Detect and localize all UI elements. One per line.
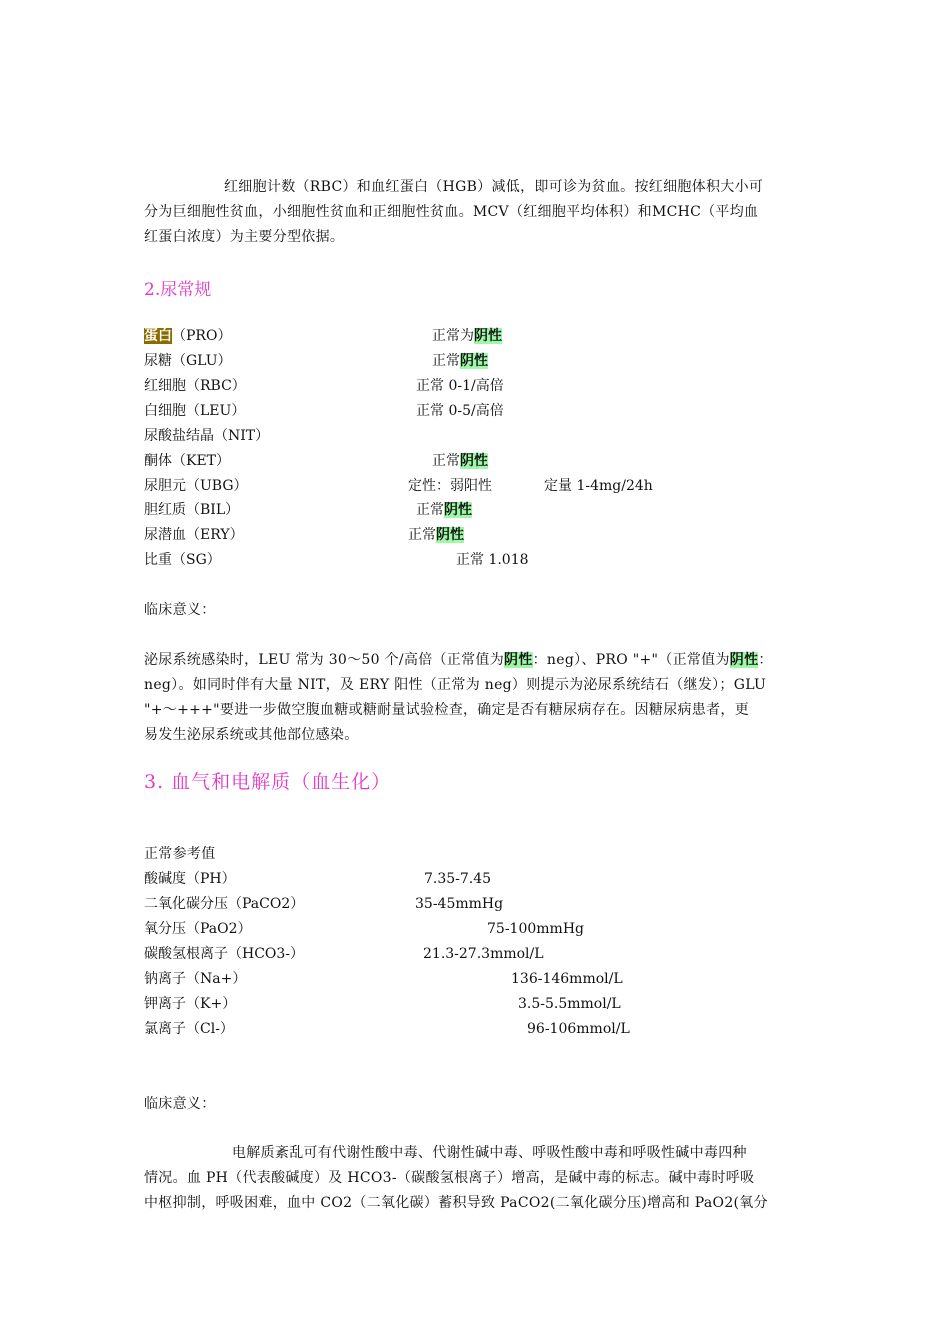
section-3-title: 3. 血气和电解质（血生化） [144,771,392,793]
intro-line-1: 红细胞计数（RBC）和血红蛋白（HGB）减低，即可诊为贫血。按红细胞体积大小可 [224,179,764,195]
blood-row-pao2 [144,917,584,942]
row-value: 96-106mmol/L [527,1021,630,1037]
clinical-label-blood: 临床意义： [144,1096,216,1112]
negative-highlight: 阴性 [444,502,472,518]
blood-clinical-line-1: 电解质紊乱可有代谢性酸中毒、代谢性碱中毒、呼吸性酸中毒和呼吸性碱中毒四种 [232,1145,747,1161]
urine-clinical-line-1: 泌尿系统感染时，LEU 常为 30～50 个/高倍（正常值为阴性：neg）、PRO "+"（正常值为阴性： [144,652,773,668]
urine-row-bil [144,498,472,523]
row-value: 正常 0-5/高倍 [416,403,504,419]
intro-line-2: 分为巨细胞性贫血，小细胞性贫血和正细胞性贫血。MCV（红细胞平均体积）和MCHC（平均血 [144,204,759,220]
negative-highlight: 阴性 [460,353,488,369]
row-value: 正常阴性 [408,527,464,543]
row-label: 红细胞（RBC） [144,378,246,394]
row-label: 二氧化碳分压（PaCO2） [144,896,305,912]
blood-clinical-line-2: 情况。血 PH（代表酸碱度）及 HCO3-（碳酸氢根离子）增高，是碱中毒的标志。碱中毒时呼吸 [144,1170,755,1186]
row-label: 比重（SG） [144,552,221,568]
urine-row-glu [144,349,488,374]
blood-row-cl [144,1017,630,1042]
row-label: 氯离子（Cl-） [144,1021,234,1037]
row-label: 尿胆元（UBG） [144,478,248,494]
row-value: 136-146mmol/L [511,971,623,987]
urine-row-sg [144,548,529,573]
row-label: 酮体（KET） [144,453,231,469]
protein-highlight: 蛋白 [144,328,172,344]
row-value: 正常 0-1/高倍 [416,378,504,394]
clinical-label-urine: 临床意义： [144,602,216,618]
reference-values-label: 正常参考值 [144,846,216,862]
row-label: 氧分压（PaO2） [144,921,252,937]
row-label: 酸碱度（PH） [144,871,236,887]
urine-row-ket [144,449,488,474]
urine-row-ubg [144,474,653,499]
negative-highlight: 阴性 [729,652,759,668]
blood-row-ph [144,867,492,892]
row-label: 胆红质（BIL） [144,502,240,518]
blood-row-na [144,967,623,992]
urine-row-nit [144,424,269,449]
row-label: 尿糖（GLU） [144,353,232,369]
row-value: 正常为阴性 [432,328,502,344]
negative-highlight: 阴性 [504,652,533,668]
row-value: 正常阴性 [432,353,488,369]
urine-row-ery [144,523,464,548]
urine-row-leu [144,399,504,424]
row-label: 钠离子（Na+） [144,971,247,987]
row-value: 7.35-7.45 [424,871,492,887]
row-value: 正常 1.018 [456,552,529,568]
blood-row-paco2 [144,892,504,917]
row-value: 75-100mmHg [487,921,584,937]
blood-clinical-line-3: 中枢抑制，呼吸困难，血中 CO2（二氧化碳）蓄积导致 PaCO2(二氧化碳分压)增高和 PaO2(氧分 [144,1195,768,1211]
urine-row-rbc [144,374,504,399]
row-label: 钾离子（K+） [144,996,237,1012]
section-2-title: 2.尿常规 [144,280,212,300]
row-value: 3.5-5.5mmol/L [518,996,621,1012]
urine-clinical-line-2: neg）。如同时伴有大量 NIT，及 ERY 阳性（正常为 neg）则提示为泌尿系统结石（继发）；GLU [144,677,767,693]
intro-line-3: 红蛋白浓度）为主要分型依据。 [144,229,345,245]
row-value: 35-45mmHg [415,896,504,912]
blood-row-k [144,992,621,1017]
urine-row-pro [144,324,502,349]
negative-highlight: 阴性 [436,527,464,543]
negative-highlight: 阴性 [474,328,502,344]
row-label: 白细胞（LEU） [144,403,246,419]
row-label: 碳酸氢根离子（HCO3-） [144,946,305,962]
row-label: 尿酸盐结晶（NIT） [144,428,270,444]
row-value: 正常阴性 [416,502,472,518]
row-value: 21.3-27.3mmol/L [423,946,544,962]
row-value: 定性：弱阳性 [408,478,492,494]
urine-clinical-line-4: 易发生泌尿系统或其他部位感染。 [144,727,359,743]
row-value-quantitative: 定量 1-4mg/24h [544,478,653,494]
row-label: 尿潜血（ERY） [144,527,244,543]
negative-highlight: 阴性 [460,453,488,469]
row-label: （PRO） [172,328,232,344]
urine-clinical-line-3: "+～+++"要进一步做空腹血糖或糖耐量试验检查，确定是否有糖尿病存在。因糖尿病患者，更 [144,702,749,718]
blood-row-hco3 [144,942,544,967]
row-value: 正常阴性 [432,453,488,469]
